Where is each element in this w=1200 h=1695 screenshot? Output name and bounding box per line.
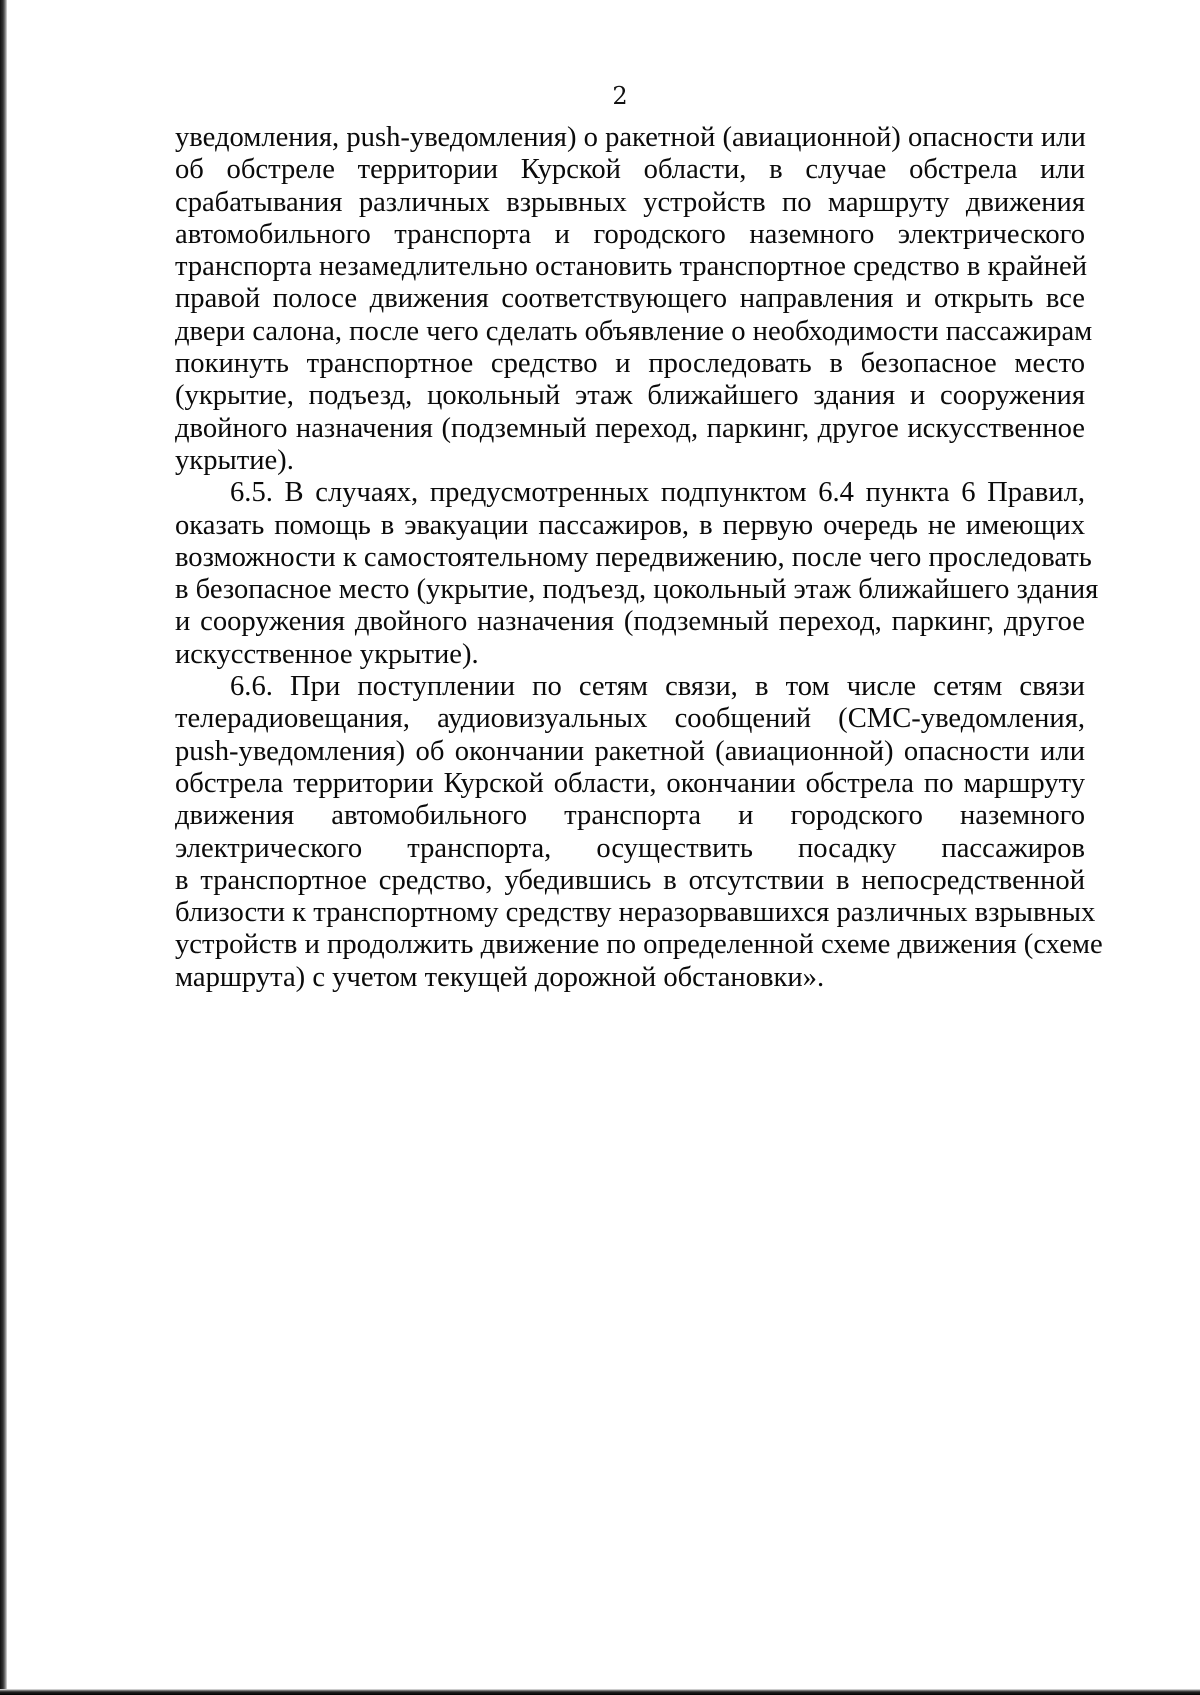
text-line: 6.6. При поступлении по сетям связи, в том числе сетям связи (230, 671, 1085, 703)
text-line: и сооружения двойного назначения (подземный переход, паркинг, другое (175, 606, 1085, 638)
text-line: двойного назначения (подземный переход, паркинг, другое искусственное (175, 412, 1085, 444)
text-line: (укрытие, подъезд, цокольный этаж ближайшего здания и сооружения (175, 380, 1085, 412)
text-line: в безопасное место (укрытие, подъезд, цокольный этаж ближайшего здания (175, 574, 1099, 606)
text-line: обстрела территории Курской области, окончании обстрела по маршруту (175, 767, 1085, 799)
text-line: укрытие). (175, 444, 294, 476)
text-line: оказать помощь в эвакуации пассажиров, в первую очередь не имеющих (175, 509, 1085, 541)
text-line: push-уведомления) об окончании ракетной (авиационной) опасности или (175, 735, 1085, 767)
text-line: покинуть транспортное средство и проследовать в безопасное место (175, 348, 1085, 380)
text-line: устройств и продолжить движение по определенной схеме движения (схеме (175, 929, 1103, 961)
text-line: телерадиовещания, аудиовизуальных сообщений (СМС-уведомления, (175, 703, 1085, 735)
text-line: 6.5. В случаях, предусмотренных подпунктом 6.4 пункта 6 Правил, (230, 477, 1085, 509)
document-body (175, 122, 1103, 994)
text-line: близости к транспортному средству неразорвавшихся различных взрывных (175, 897, 1096, 929)
paragraph-6-6 (175, 671, 1103, 994)
scan-bottom-edge (0, 1689, 1200, 1695)
text-line: срабатывания различных взрывных устройств по маршруту движения (175, 186, 1085, 218)
text-line: транспорта незамедлительно остановить транспортное средство в крайней (175, 251, 1087, 283)
text-line: искусственное укрытие). (175, 638, 479, 670)
page-number: 2 (612, 82, 628, 110)
text-line: маршрута) с учетом текущей дорожной обстановки». (175, 961, 825, 993)
paragraph-6-5 (175, 477, 1099, 671)
text-line: уведомления, push-уведомления) о ракетной (авиационной) опасности или (175, 122, 1086, 153)
text-line: автомобильного транспорта и городского наземного электрического (175, 218, 1085, 250)
text-line: об обстреле территории Курской области, в случае обстрела или (175, 154, 1085, 186)
text-line: в транспортное средство, убедившись в отсутствии в непосредственной (175, 864, 1085, 896)
text-line: двери салона, после чего сделать объявление о необходимости пассажирам (175, 315, 1093, 347)
text-line: движения автомобильного транспорта и городского наземного (175, 800, 1085, 832)
paragraph-continuation (175, 122, 1093, 477)
scan-left-edge (0, 0, 7, 1695)
text-line: электрического транспорта, осуществить посадку пассажиров (175, 832, 1085, 864)
text-line: возможности к самостоятельному передвижению, после чего проследовать (175, 541, 1092, 573)
text-line: правой полосе движения соответствующего направления и открыть все (175, 283, 1085, 315)
